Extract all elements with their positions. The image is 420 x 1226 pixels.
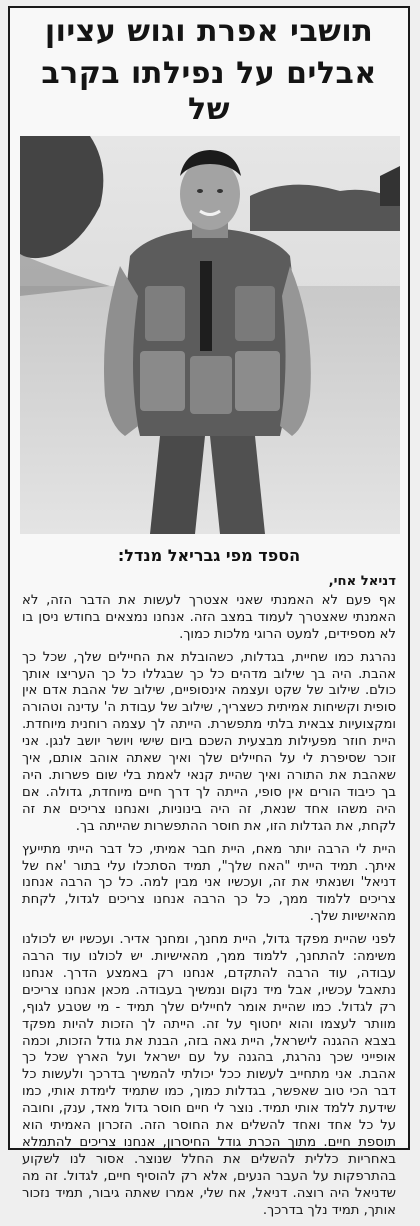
eulogy-body [22,574,396,1226]
eulogy-paragraph: לפני שהיית מפקד גדול, היית מחנך, ומחנך אדיר. ועכשיו יש לכולנו משימה: להתחנך, ללמוד ממך, מהאישיות. יש לכולנו עוד הרבה עבודה, עוד הרבה להתקדם, אנחנו רק באמצע הדרך. אנחנו נתאבל עכשיו, אבל מיד נקום ונמשיך בעבודה. מכאן אנחנו צריכים רק לגדול. כמו שהיית אומר לחיילים שלך תמיד - מי שטבע לגוף, מוותר לעצמו והוא יחטוף על זה. הייתה לך הזכות להיות מפקד בצבא ההגנה לישראל, היית גאה בזה, הבנת את גודל הזכות, וכמה אופייני שכך נהרגת, בהגנה על עם ישראל ועל הארץ שכל כך אהבת. אני מתחייב לעשות ככל יכולתי להמשיך בדרכך ולעשות כל דבר הכי טוב שאפשר, בגדלות כמוך, כמו שתמיד לימדת אותי, כמו שידעת ללמד אותי תמיד. נוצר לי חיים חוסר גדול מאד, ענק, וחובה על כל אחד ואחד להשלים את החוסר הזה. הזכרון האמיתי הוא תוספת חיים. מתוך הכרת גודל החיסרון, אנחנו צריכים להתמלא באחריות כללית להשלים את החלל שנוצר. אסור לנו לשקוע בהתרפקות על העבר הנעים, אלא רק להוסיף חיים, לגדול. זה מה שדניאל היה רוצה. דניאל, אח שלי, אמרו שאתה גיבור, תמיד נזכור אותך, תמיד נלך בדרכך. [22,932,396,1218]
headline-line-2: אבלים על נפילתו בקרב של [41,56,377,127]
soldier-head [180,158,240,230]
newspaper-clipping [8,6,410,1218]
soldier-photo [20,136,400,534]
eulogy-paragraph: נהרגת כמו שחיית, בגדלות, כשהובלת את החיילים שלך, שכל כך אהבת. היה בך שילוב מדהים כל כך שבגללו כל כך העריצו אותך כולם. שילוב של שקט ועצמה אינסופיים, שילוב של אהבת אדם אין סופית וקשיחות אמיתית כשצריך, שילוב של עבודת ה' עדינה וטהורה ומקצועיות צבאית בלתי מתפשרת. הייתה לך עצמה רוחנית מיוחדת. היית חוזר מפעילות מבצעית השכם ביום שישי ויושר יושב לנגן. אני זוכר שסיפרת לי על החיילים שלך ואיך שאתה אוהב אותם, איך שאהבת את התורה ואיך שהיית קנאי לאמת בלי שום פשרות. היה בך כיבוד הורים אין סופי, הייתה לך דרך חיים מיוחדת, גדולה. אם היה משהו אחד שנאת, זה היה בינוניות, ואנחנו צריכים את זה לקחת, את הגדלות הזו, את חוסר ההתפשרות שהייתה בך. [22,649,396,834]
eulogy-paragraph: היית לי הרבה יותר מאח, היית חבר אמיתי, כל דבר הייתי מתייעץ איתך. תמיד הייתי "האח שלך", תמיד הסתכלו עלי בתור 'אח של דניאל' ושנאתי את זה, ועכשיו אני מבין למה. כל כך הרבה אנחנו צריכים ללמוד ממך, כל כך הרבה אנחנו צריכים לגדול, לקחת מהאישיות שלך. [22,841,396,925]
eulogy-caption: הספד מפי גבריאל מנדל: [117,546,301,565]
rifle [200,261,212,351]
headline-line-1: תושבי אפרת וגוש עציון [44,14,374,49]
eulogy-paragraph: אף פעם לא האמנתי שאני אצטרך לעשות את הדבר הזה, לא האמנתי שאצטרך לעמוד במצב הזה. אנחנו נמצאים בחודש ניסן בו לא מספידים, למעט הרוגי מלכות כמוך. [22,592,396,642]
photo-illustration [20,136,400,534]
eulogy-salutation: דניאל אחי, [328,574,396,589]
